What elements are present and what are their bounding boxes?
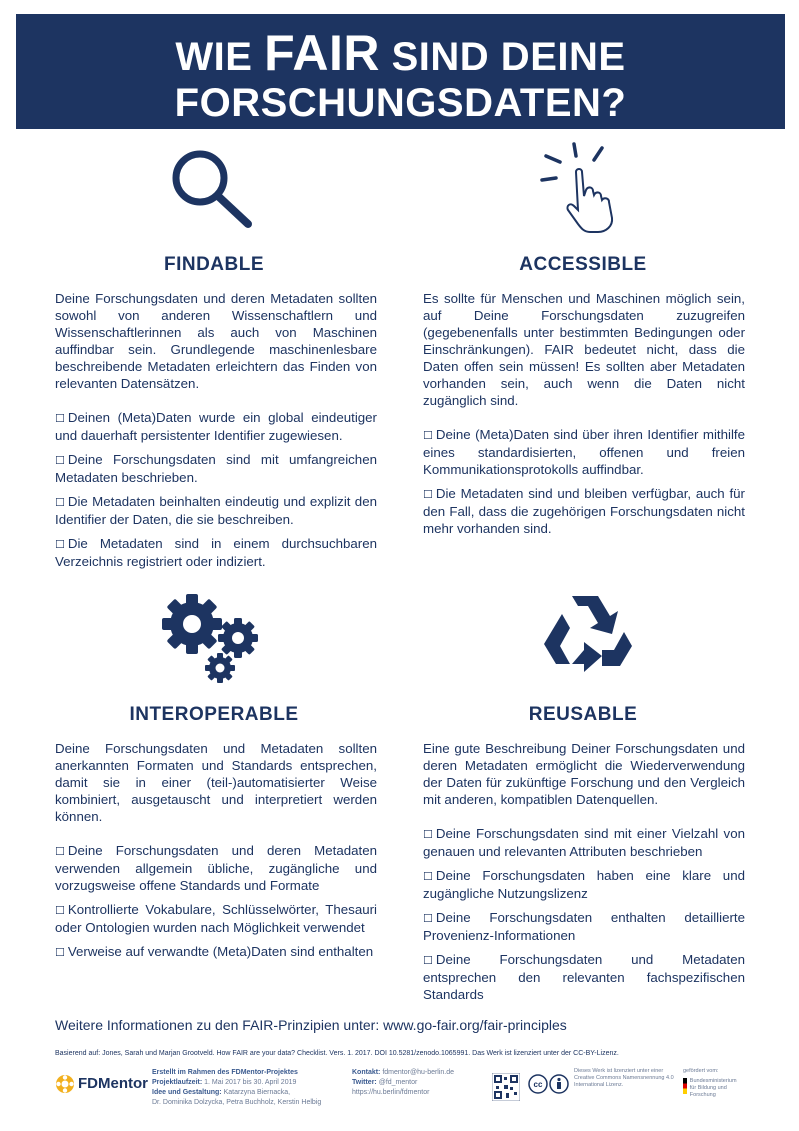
interoperable-heading: INTEROPERABLE [129, 704, 299, 725]
checkbox-icon: ☐ [55, 946, 65, 959]
checklist-item[interactable]: ☐ Die Metadaten beinhalten eindeutig und explizit den Identifier der Daten, die sie beschreiben. [55, 494, 377, 527]
checklist-item[interactable]: ☐ Deine Forschungsdaten sind mit umfangreichen Metadaten beschrieben. [55, 452, 377, 485]
pointing-hand-icon [538, 140, 634, 234]
idea: Katarzyna Biernacka, [223, 1089, 291, 1096]
idea-label: Idee und Gestaltung: [152, 1089, 222, 1096]
contact-email-link[interactable]: fdmentor@hu-berlin.de [382, 1069, 455, 1076]
website-link[interactable]: https://hu.berlin/fdmentor [352, 1089, 430, 1096]
checkbox-icon: ☐ [55, 904, 65, 917]
checkbox-icon: ☐ [423, 828, 433, 841]
checkbox-icon: ☐ [55, 412, 65, 425]
title-banner [16, 14, 785, 129]
checklist-item[interactable]: ☐ Deine Forschungsdaten sind mit einer Vielzahl von genauen und relevanten Attributen beschrieben [423, 826, 745, 859]
magnifier-icon [168, 148, 260, 230]
checklist-item[interactable]: ☐ Deinen (Meta)Daten wurde ein global eindeutiger und dauerhaft persistenter Identifier zugewiesen. [55, 410, 377, 443]
reusable-heading: REUSABLE [528, 704, 638, 725]
checklist-item[interactable]: ☐ Die Metadaten sind und bleiben verfügbar, auch für den Fall, dass die zugehörigen Forschungsdaten nicht mehr vorhanden sind. [423, 486, 745, 536]
interoperable-checklist [55, 842, 377, 961]
checkbox-icon: ☐ [423, 912, 433, 925]
twitter-label: Twitter: [352, 1079, 377, 1086]
checklist-item[interactable]: ☐ Deine Forschungsdaten haben eine klare und zugängliche Nutzungslizenz [423, 868, 745, 901]
checkbox-icon: ☐ [423, 870, 433, 883]
reusable-body [423, 740, 745, 1010]
findable-intro: Deine Forschungsdaten und deren Metadaten sollten sowohl von anderen Wissenschaftlern und Wissenschaftlerinnen als auch von Maschinen auffindbar sein. Grundlegende maschinenlesbare beschreibende Metadaten erleichtern das Finden von relevanten Datensätzen. [55, 291, 377, 391]
runtime: 1. Mai 2017 bis 30. April 2019 [204, 1079, 297, 1086]
checklist-item[interactable]: ☐ Deine Forschungsdaten enthalten detaillierte Provenienz-Informationen [423, 910, 745, 943]
checklist-item[interactable]: ☐ Deine (Meta)Daten sind über ihren Identifier mithilfe eines standardisierten, offenen und freien Kommunikationsprotokolls auffindbar. [423, 427, 745, 477]
title-pre: WIE [175, 35, 253, 79]
source-citation: Basierend auf: Jones, Sarah und Marjan Grootveld. How FAIR are your data? Checklist. Vers. 1. 2017. DOI 10.5281/zenodo.1065991. Das Werk ist lizenziert unter der CC-BY-Lizenz. [55, 1050, 619, 1057]
findable-heading: FINDABLE [163, 254, 265, 275]
fdmentor-logo-icon [55, 1074, 75, 1094]
checklist-item[interactable]: ☐ Deine Forschungsdaten und deren Metadaten verwenden allgemein übliche, zugängliche und vorzugsweise offene Standards und Formate [55, 843, 377, 893]
accessible-intro: Es sollte für Menschen und Maschinen möglich sein, auf Deine Forschungsdaten zuzugreifen (gegebenenfalls unter bestimmten Bedingungen oder Einschränkungen). FAIR bedeutet nicht, dass die Daten offen sein müssen! Es sollten aber Metadaten vorhanden sein, auch wenn die Daten nicht zugänglich sind. [423, 291, 745, 408]
accessible-body [423, 290, 745, 544]
title-fair: FAIR [264, 25, 380, 81]
gears-icon [158, 590, 262, 686]
cc-badge-text: cc [533, 1080, 543, 1089]
interoperable-intro: Deine Forschungsdaten und Metadaten sollten anerkannten Formaten und Standards entsprechen, damit sie in einer (teil-)automatisierter Weise kombiniert, ausgetauscht und interpretiert werden können. [55, 741, 377, 824]
checkbox-icon: ☐ [55, 496, 65, 509]
checklist-item[interactable]: ☐ Deine Forschungsdaten und Metadaten entsprechen den relevanten fachspezifischen Standards [423, 952, 745, 1002]
created-label: Erstellt im Rahmen des FDMentor-Projektes [152, 1069, 298, 1076]
findable-body [55, 290, 377, 577]
title-line-1 [16, 25, 785, 81]
checkbox-icon: ☐ [55, 845, 65, 858]
recycle-icon [538, 590, 638, 684]
federal-eagle-icon [683, 1078, 687, 1094]
runtime-label: Projektlaufzeit: [152, 1079, 203, 1086]
qr-code-icon [492, 1073, 520, 1101]
interoperable-body [55, 740, 377, 968]
idea-names: Dr. Dominika Dolzycka, Petra Buchholz, Kerstin Helbig [152, 1099, 322, 1106]
title-post: SIND DEINE [391, 35, 626, 79]
checkbox-icon: ☐ [55, 454, 65, 467]
title-line-2: FORSCHUNGSDATEN? [174, 81, 627, 125]
funder-name: Bundesministerium für Bildung und Forschung [689, 1078, 737, 1098]
cc-license-icon [528, 1074, 570, 1094]
license-text: Dieses Werk ist lizenziert unter einer Creative Commons Namensnennung 4.0 International Lizenz. [574, 1068, 674, 1088]
checkbox-icon: ☐ [423, 954, 433, 967]
reusable-checklist [423, 825, 745, 1003]
funder-row [683, 1078, 743, 1099]
checklist-item[interactable]: ☐ Die Metadaten sind in einem durchsuchbaren Verzeichnis registriert oder indiziert. [55, 536, 377, 569]
more-info-link[interactable]: Weitere Informationen zu den FAIR-Prinzipien unter: www.go-fair.org/fair-principles [55, 1017, 567, 1033]
accessible-heading: ACCESSIBLE [519, 254, 647, 275]
accessible-checklist [423, 426, 745, 537]
checklist-item[interactable]: ☐ Kontrollierte Vokabulare, Schlüsselwörter, Thesauri oder Ontologien wurden nach Möglichkeit verwendet [55, 902, 377, 935]
checklist-item[interactable]: ☐ Verweise auf verwandte (Meta)Daten sind enthalten [55, 944, 374, 959]
checkbox-icon: ☐ [423, 429, 433, 442]
reusable-intro: Eine gute Beschreibung Deiner Forschungsdaten und deren Metadaten ermöglicht die Wiederverwendung der Daten für zukünftige Forschung und den Vergleich mit anderen, kompatiblen Datenquellen. [423, 741, 745, 807]
twitter-link[interactable]: @fd_mentor [378, 1079, 418, 1086]
checkbox-icon: ☐ [55, 538, 65, 551]
fdmentor-logo: FDMentor [78, 1075, 148, 1092]
footer-project [152, 1068, 352, 1108]
funder-block [683, 1068, 743, 1099]
funded-label: gefördert vom: [683, 1068, 719, 1074]
checkbox-icon: ☐ [423, 488, 433, 501]
findable-checklist [55, 409, 377, 570]
contact-label: Kontakt: [352, 1069, 381, 1076]
footer-contact [352, 1068, 482, 1098]
